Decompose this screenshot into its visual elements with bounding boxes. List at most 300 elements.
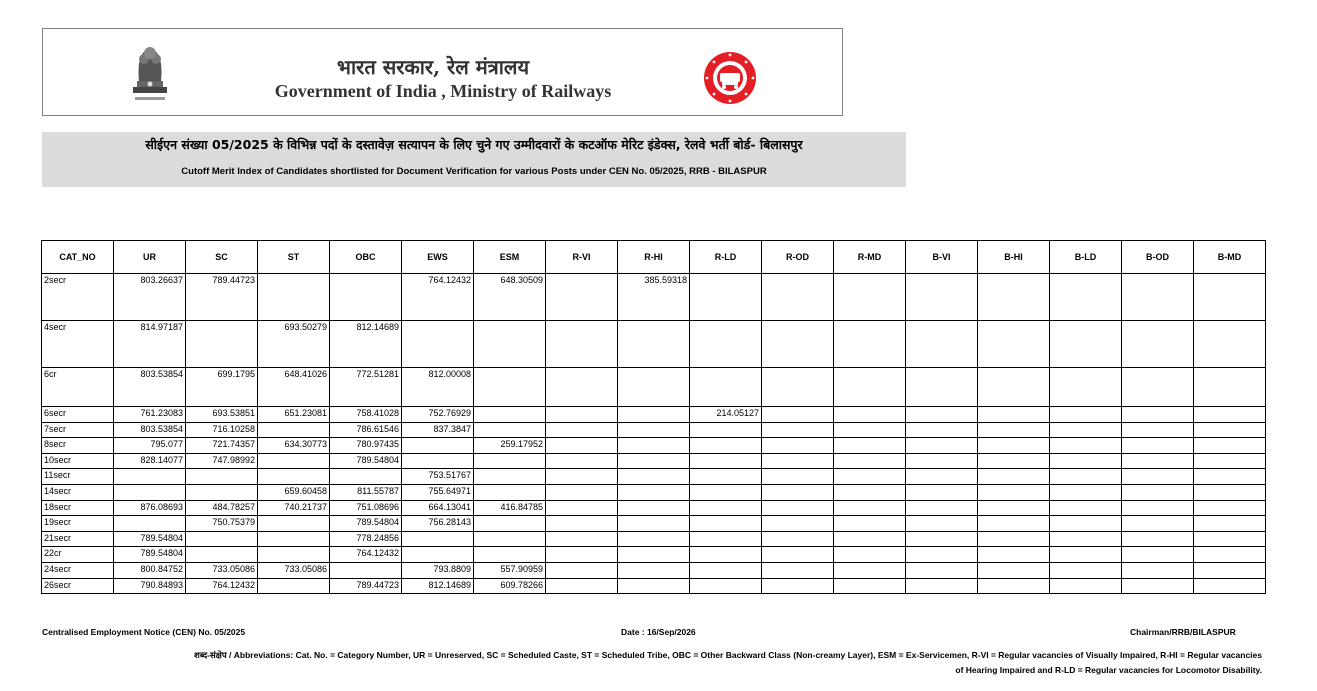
indian-railways-logo-icon	[703, 51, 757, 105]
score-cell	[1050, 516, 1122, 532]
score-cell	[1122, 484, 1194, 500]
score-cell	[906, 500, 978, 516]
category-cell: 7secr	[42, 422, 114, 438]
score-cell: 716.10258	[186, 422, 258, 438]
score-cell	[1122, 368, 1194, 407]
score-cell	[906, 407, 978, 423]
score-cell: 416.84785	[474, 500, 546, 516]
score-cell	[546, 562, 618, 578]
category-cell: 6cr	[42, 368, 114, 407]
score-cell	[1122, 321, 1194, 368]
score-cell	[762, 453, 834, 469]
score-cell	[1122, 562, 1194, 578]
score-cell	[834, 531, 906, 547]
table-row	[42, 500, 1266, 516]
score-cell: 789.54804	[330, 516, 402, 532]
score-cell	[186, 484, 258, 500]
score-cell	[114, 484, 186, 500]
score-cell	[258, 274, 330, 321]
score-cell: 484.78257	[186, 500, 258, 516]
score-cell	[834, 547, 906, 563]
score-cell	[690, 453, 762, 469]
signatory: Chairman/RRB/BILASPUR	[1130, 627, 1236, 637]
score-cell	[978, 531, 1050, 547]
score-cell	[618, 547, 690, 563]
score-cell	[186, 469, 258, 485]
score-cell	[834, 562, 906, 578]
score-cell: 764.12432	[186, 578, 258, 594]
score-cell	[1122, 407, 1194, 423]
score-cell	[762, 531, 834, 547]
score-cell	[690, 500, 762, 516]
page-header	[42, 28, 843, 116]
score-cell	[834, 438, 906, 454]
table-row	[42, 547, 1266, 563]
column-header: R-VI	[546, 241, 618, 274]
score-cell	[474, 321, 546, 368]
score-cell	[978, 516, 1050, 532]
category-cell: 10secr	[42, 453, 114, 469]
score-cell	[978, 469, 1050, 485]
score-cell: 214.05127	[690, 407, 762, 423]
score-cell	[330, 562, 402, 578]
score-cell	[834, 500, 906, 516]
score-cell	[1050, 578, 1122, 594]
score-cell: 385.59318	[618, 274, 690, 321]
column-header: R-OD	[762, 241, 834, 274]
cen-number: Centralised Employment Notice (CEN) No. 05/2025	[42, 627, 246, 637]
score-cell	[762, 422, 834, 438]
score-cell	[906, 469, 978, 485]
score-cell	[1122, 578, 1194, 594]
score-cell	[690, 469, 762, 485]
score-cell: 733.05086	[258, 562, 330, 578]
category-cell: 11secr	[42, 469, 114, 485]
score-cell	[546, 578, 618, 594]
category-cell: 2secr	[42, 274, 114, 321]
table-row	[42, 321, 1266, 368]
score-cell: 803.53854	[114, 368, 186, 407]
score-cell: 648.41026	[258, 368, 330, 407]
score-cell: 795.077	[114, 438, 186, 454]
score-cell: 758.41028	[330, 407, 402, 423]
score-cell	[546, 368, 618, 407]
abbreviations-line-2: of Hearing Impaired and R-LD = Regular vacancies for Locomotor Disability.	[955, 665, 1262, 675]
score-cell	[1194, 368, 1266, 407]
score-cell	[1194, 407, 1266, 423]
score-cell	[762, 500, 834, 516]
category-cell: 4secr	[42, 321, 114, 368]
score-cell	[546, 531, 618, 547]
score-cell	[978, 274, 1050, 321]
score-cell	[618, 484, 690, 500]
score-cell: 664.13041	[402, 500, 474, 516]
score-cell: 721.74357	[186, 438, 258, 454]
score-cell	[906, 438, 978, 454]
score-cell	[906, 547, 978, 563]
score-cell: 800.84752	[114, 562, 186, 578]
score-cell	[1194, 500, 1266, 516]
score-cell: 755.64971	[402, 484, 474, 500]
score-cell	[1050, 562, 1122, 578]
score-cell	[1050, 368, 1122, 407]
score-cell	[762, 562, 834, 578]
score-cell	[258, 422, 330, 438]
score-cell	[546, 438, 618, 454]
score-cell	[546, 321, 618, 368]
score-cell	[618, 578, 690, 594]
score-cell	[402, 321, 474, 368]
score-cell	[474, 547, 546, 563]
score-cell	[1050, 469, 1122, 485]
score-cell: 659.60458	[258, 484, 330, 500]
score-cell: 778.24856	[330, 531, 402, 547]
score-cell	[1122, 453, 1194, 469]
score-cell	[834, 422, 906, 438]
score-cell	[978, 578, 1050, 594]
score-cell: 812.14689	[330, 321, 402, 368]
score-cell	[618, 422, 690, 438]
table-row	[42, 484, 1266, 500]
score-cell	[906, 368, 978, 407]
score-cell	[1194, 547, 1266, 563]
score-cell	[618, 516, 690, 532]
table-row	[42, 516, 1266, 532]
score-cell	[1050, 500, 1122, 516]
score-cell	[402, 438, 474, 454]
score-cell: 772.51281	[330, 368, 402, 407]
column-header: B-VI	[906, 241, 978, 274]
header-title-hindi: भारत सरकार, रेल मंत्रालय	[336, 55, 530, 79]
score-cell	[1194, 578, 1266, 594]
score-cell: 793.8809	[402, 562, 474, 578]
cutoff-merit-table	[41, 240, 1266, 594]
score-cell	[258, 469, 330, 485]
score-cell	[114, 469, 186, 485]
score-cell	[546, 500, 618, 516]
score-cell	[1050, 484, 1122, 500]
column-header: SC	[186, 241, 258, 274]
table-row	[42, 368, 1266, 407]
score-cell	[834, 469, 906, 485]
score-cell	[1194, 453, 1266, 469]
table-row	[42, 453, 1266, 469]
score-cell: 789.44723	[330, 578, 402, 594]
column-header: B-HI	[978, 241, 1050, 274]
score-cell	[690, 547, 762, 563]
score-cell	[834, 274, 906, 321]
score-cell: 733.05086	[186, 562, 258, 578]
score-cell	[1194, 321, 1266, 368]
score-cell	[834, 578, 906, 594]
score-cell	[474, 422, 546, 438]
score-cell: 764.12432	[330, 547, 402, 563]
score-cell	[618, 407, 690, 423]
column-header: R-LD	[690, 241, 762, 274]
score-cell: 699.1795	[186, 368, 258, 407]
score-cell: 837.3847	[402, 422, 474, 438]
score-cell	[474, 407, 546, 423]
score-cell	[1122, 531, 1194, 547]
score-cell	[762, 516, 834, 532]
score-cell: 812.14689	[402, 578, 474, 594]
score-cell	[402, 453, 474, 469]
score-cell	[762, 547, 834, 563]
score-cell: 740.21737	[258, 500, 330, 516]
score-cell	[1194, 422, 1266, 438]
score-cell	[474, 453, 546, 469]
score-cell	[186, 547, 258, 563]
score-cell	[1122, 469, 1194, 485]
score-cell	[906, 531, 978, 547]
score-cell: 752.76929	[402, 407, 474, 423]
score-cell	[762, 407, 834, 423]
score-cell	[258, 578, 330, 594]
abbreviations-note	[42, 648, 1262, 678]
score-cell	[474, 368, 546, 407]
score-cell	[258, 531, 330, 547]
score-cell	[186, 321, 258, 368]
score-cell: 789.44723	[186, 274, 258, 321]
score-cell: 651.23081	[258, 407, 330, 423]
score-cell	[546, 407, 618, 423]
score-cell	[762, 368, 834, 407]
score-cell: 753.51767	[402, 469, 474, 485]
table-row	[42, 469, 1266, 485]
score-cell: 761.23083	[114, 407, 186, 423]
category-cell: 19secr	[42, 516, 114, 532]
score-cell	[690, 578, 762, 594]
title-banner	[42, 132, 906, 187]
score-cell: 693.53851	[186, 407, 258, 423]
score-cell	[1122, 500, 1194, 516]
category-cell: 18secr	[42, 500, 114, 516]
score-cell	[546, 453, 618, 469]
score-cell	[546, 547, 618, 563]
score-cell	[618, 453, 690, 469]
score-cell: 634.30773	[258, 438, 330, 454]
score-cell	[690, 531, 762, 547]
score-cell	[978, 484, 1050, 500]
score-cell: 789.54804	[114, 547, 186, 563]
score-cell	[258, 453, 330, 469]
column-header: B-LD	[1050, 241, 1122, 274]
table-row	[42, 578, 1266, 594]
score-cell	[978, 368, 1050, 407]
score-cell	[690, 321, 762, 368]
score-cell	[1194, 531, 1266, 547]
score-cell	[834, 321, 906, 368]
score-cell	[618, 531, 690, 547]
category-cell: 21secr	[42, 531, 114, 547]
score-cell: 789.54804	[330, 453, 402, 469]
score-cell	[690, 422, 762, 438]
score-cell	[114, 516, 186, 532]
score-cell	[1050, 321, 1122, 368]
score-cell	[258, 547, 330, 563]
score-cell	[690, 438, 762, 454]
score-cell	[1194, 562, 1266, 578]
score-cell	[402, 547, 474, 563]
score-cell	[330, 469, 402, 485]
score-cell: 764.12432	[402, 274, 474, 321]
score-cell	[978, 422, 1050, 438]
score-cell	[834, 407, 906, 423]
score-cell	[762, 438, 834, 454]
score-cell: 789.54804	[114, 531, 186, 547]
score-cell	[474, 484, 546, 500]
notice-date: Date : 16/Sep/2026	[621, 627, 696, 637]
score-cell	[690, 562, 762, 578]
score-cell	[762, 274, 834, 321]
ashoka-emblem-icon	[127, 39, 173, 105]
score-cell	[474, 469, 546, 485]
score-cell	[834, 484, 906, 500]
score-cell	[978, 321, 1050, 368]
score-cell	[474, 531, 546, 547]
score-cell	[690, 368, 762, 407]
score-cell: 648.30509	[474, 274, 546, 321]
column-header: ST	[258, 241, 330, 274]
score-cell	[1050, 407, 1122, 423]
category-cell: 8secr	[42, 438, 114, 454]
column-header: B-MD	[1194, 241, 1266, 274]
score-cell	[546, 422, 618, 438]
score-cell	[618, 500, 690, 516]
category-cell: 24secr	[42, 562, 114, 578]
score-cell	[690, 484, 762, 500]
score-cell: 876.08693	[114, 500, 186, 516]
score-cell	[1122, 516, 1194, 532]
column-header: EWS	[402, 241, 474, 274]
score-cell: 756.28143	[402, 516, 474, 532]
score-cell	[906, 422, 978, 438]
score-cell	[1122, 547, 1194, 563]
abbreviations-line-1: शब्द-संक्षेप / Abbreviations: Cat. No. = Category Number, UR = Unreserved, SC = Scheduled Caste, ST = Scheduled Tribe, OBC = Other Backward Class (Non-creamy Layer), ESM = Ex-Servicemen, R-VI = Regular vacancies of Visually Impaired, R-HI = Regular vacancies	[194, 650, 1262, 660]
category-cell: 14secr	[42, 484, 114, 500]
category-cell: 26secr	[42, 578, 114, 594]
score-cell	[1050, 274, 1122, 321]
score-cell	[1122, 422, 1194, 438]
score-cell: 828.14077	[114, 453, 186, 469]
score-cell: 751.08696	[330, 500, 402, 516]
score-cell	[1194, 484, 1266, 500]
category-cell: 6secr	[42, 407, 114, 423]
score-cell	[546, 274, 618, 321]
banner-title-hindi: सीईएन संख्या 05/2025 के विभिन्न पदों के दस्तावेज़ सत्यापन के लिए चुने गए उम्मीदवारों के कटऑफ मेरिट इंडेक्स, रेलवे भर्ती बोर्ड- बिलासपुर	[145, 137, 803, 152]
score-cell	[546, 469, 618, 485]
score-cell	[834, 368, 906, 407]
column-header: CAT_NO	[42, 241, 114, 274]
column-header: R-MD	[834, 241, 906, 274]
score-cell	[978, 547, 1050, 563]
score-cell	[546, 484, 618, 500]
score-cell: 750.75379	[186, 516, 258, 532]
table-row	[42, 407, 1266, 423]
score-cell	[618, 368, 690, 407]
score-cell	[834, 453, 906, 469]
category-cell: 22cr	[42, 547, 114, 563]
score-cell	[1194, 516, 1266, 532]
score-cell	[690, 274, 762, 321]
score-cell	[978, 500, 1050, 516]
score-cell	[978, 407, 1050, 423]
score-cell: 811.55787	[330, 484, 402, 500]
score-cell: 803.53854	[114, 422, 186, 438]
score-cell	[762, 469, 834, 485]
table-row	[42, 531, 1266, 547]
column-header: OBC	[330, 241, 402, 274]
score-cell: 786.61546	[330, 422, 402, 438]
score-cell	[618, 438, 690, 454]
score-cell	[1050, 531, 1122, 547]
score-cell	[1194, 469, 1266, 485]
score-cell: 803.26637	[114, 274, 186, 321]
score-cell	[906, 321, 978, 368]
score-cell	[978, 453, 1050, 469]
score-cell	[762, 578, 834, 594]
column-header: ESM	[474, 241, 546, 274]
score-cell	[1050, 422, 1122, 438]
table-row	[42, 562, 1266, 578]
score-cell	[618, 562, 690, 578]
score-cell: 780.97435	[330, 438, 402, 454]
score-cell	[906, 578, 978, 594]
column-header: R-HI	[618, 241, 690, 274]
table-header-row	[42, 241, 1266, 274]
table-row	[42, 438, 1266, 454]
score-cell	[906, 484, 978, 500]
score-cell	[618, 321, 690, 368]
score-cell: 747.98992	[186, 453, 258, 469]
score-cell: 557.90959	[474, 562, 546, 578]
table-row	[42, 274, 1266, 321]
score-cell	[1194, 274, 1266, 321]
score-cell	[762, 484, 834, 500]
score-cell	[906, 516, 978, 532]
score-cell	[906, 453, 978, 469]
score-cell: 812.00008	[402, 368, 474, 407]
column-header: B-OD	[1122, 241, 1194, 274]
table-row	[42, 422, 1266, 438]
score-cell	[474, 516, 546, 532]
score-cell: 609.78266	[474, 578, 546, 594]
score-cell: 693.50279	[258, 321, 330, 368]
column-header: UR	[114, 241, 186, 274]
score-cell	[978, 562, 1050, 578]
score-cell	[906, 274, 978, 321]
score-cell	[762, 321, 834, 368]
score-cell	[1122, 274, 1194, 321]
score-cell	[186, 531, 258, 547]
score-cell	[978, 438, 1050, 454]
score-cell	[258, 516, 330, 532]
score-cell: 814.97187	[114, 321, 186, 368]
score-cell	[690, 516, 762, 532]
score-cell	[1122, 438, 1194, 454]
score-cell	[1194, 438, 1266, 454]
score-cell	[546, 516, 618, 532]
score-cell	[1050, 547, 1122, 563]
score-cell	[330, 274, 402, 321]
header-title-english: Government of India , Ministry of Railways	[274, 81, 612, 101]
score-cell	[1050, 438, 1122, 454]
score-cell	[1050, 453, 1122, 469]
score-cell: 259.17952	[474, 438, 546, 454]
score-cell	[834, 516, 906, 532]
score-cell	[906, 562, 978, 578]
score-cell	[618, 469, 690, 485]
